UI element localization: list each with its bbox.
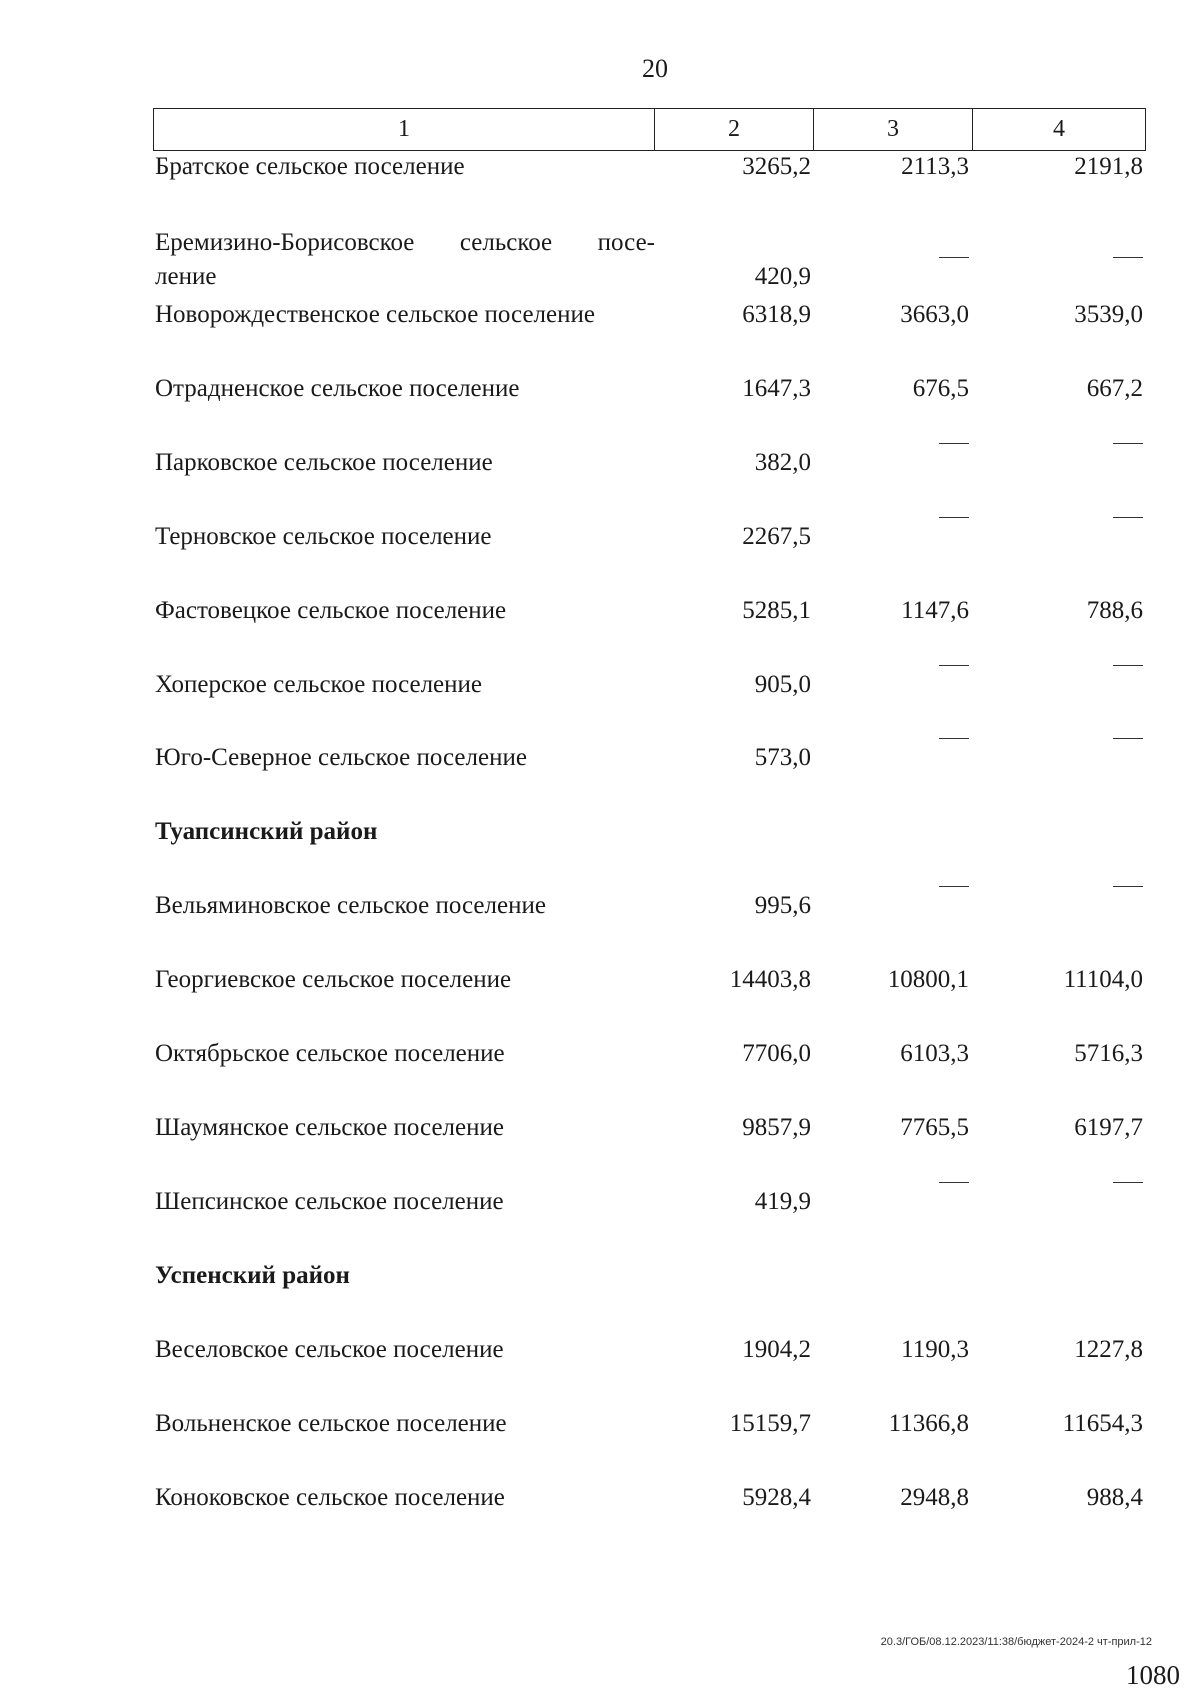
value-col4: 6197,7 [1074,1114,1143,1141]
table-row [153,1481,1147,1515]
settlement-name-line2: ление [155,263,217,290]
document-reference: 20.3/ГОБ/08.12.2023/11:38/бюджет-2024-2 чт-прил-12 [880,1636,1152,1648]
value-col3: 1190,3 [901,1336,969,1363]
value-col4: 1227,8 [1074,1336,1143,1363]
table-row [153,594,1147,628]
value-col3: 676,5 [912,375,969,402]
district-name: Туапсинский район [155,818,378,845]
settlement-name: Братское сельское поселение [155,153,465,180]
table-row [153,372,1147,406]
value-col2: 1904,2 [742,1336,811,1363]
value-col4 [153,258,1143,294]
settlement-name: Коноковское сельское поселение [155,1484,505,1511]
value-col2: 15159,7 [729,1410,811,1437]
value-col4: 11104,0 [1063,966,1143,993]
value-col4 [153,739,1143,775]
value-col3: 7765,5 [900,1114,969,1141]
value-col4: 988,4 [1086,1484,1143,1511]
district-header [153,815,1147,849]
table-row [153,668,1147,702]
dash-mark [1113,257,1143,292]
table-row [153,1407,1147,1441]
dash-mark [1113,886,1143,921]
value-col2: 5928,4 [742,1484,811,1511]
dash-mark [1113,738,1143,773]
table-row [153,889,1147,923]
value-col2: 14403,8 [729,966,811,993]
dash-mark [1113,443,1143,478]
value-col4: 3539,0 [1074,301,1143,328]
settlement-name: Октябрьское сельское поселение [155,1040,505,1067]
value-col4 [153,518,1143,554]
value-col3: 6103,3 [900,1040,969,1067]
page-number: 20 [642,54,668,83]
column-header-3: 3 [814,109,973,151]
value-col3: 3663,0 [900,301,969,328]
value-col2: 5285,1 [742,597,811,624]
settlement-name: Шаумянское сельское поселение [155,1114,504,1141]
table-row [153,1185,1147,1219]
district-name: Успенский район [155,1262,350,1289]
value-col4: 788,6 [1086,597,1143,624]
value-col2: 419,9 [754,1188,811,1215]
value-col4 [153,666,1143,702]
value-col3: 11366,8 [888,1410,969,1437]
table-row [153,446,1147,480]
value-col2: 9857,9 [742,1114,811,1141]
table-row [153,150,1147,184]
value-col3: 2113,3 [901,153,969,180]
value-col2: 2267,5 [742,523,811,550]
district-header [153,1259,1147,1293]
value-col2: 1647,3 [742,375,811,402]
settlement-name: Терновское сельское поселение [155,523,492,550]
value-col2: 420,9 [754,263,811,290]
table-row [153,226,1147,294]
column-header-4: 4 [973,109,1146,151]
settlement-name: Юго-Северное сельское поселение [155,744,527,771]
table-row [153,520,1147,554]
table-row [153,1111,1147,1145]
table-row [153,741,1147,775]
value-col2: 382,0 [754,449,811,476]
value-col4 [153,1183,1143,1219]
sheet-number: 1080 [1126,1660,1180,1690]
column-header-row [154,109,1146,151]
table-row [153,963,1147,997]
settlement-name: Хоперское сельское поселение [155,671,483,698]
value-col4 [153,444,1143,480]
settlement-name-line1: Еремизино-Борисовское сельское посе- [155,229,655,256]
value-col4: 11654,3 [1062,1410,1143,1437]
dash-mark [1113,665,1143,700]
value-col3: 2948,8 [900,1484,969,1511]
table-row [153,1333,1147,1367]
table-row [153,1037,1147,1071]
value-col3: 1147,6 [901,597,969,624]
settlement-name: Вольненское сельское поселение [155,1410,507,1437]
settlement-name: Веселовское сельское поселение [155,1336,504,1363]
value-col2: 573,0 [754,744,811,771]
column-header-2: 2 [655,109,814,151]
settlement-name: Новорождественское сельское поселение [155,301,595,328]
dash-mark [1113,1182,1143,1217]
value-col2: 3265,2 [742,153,811,180]
dash-mark [1113,517,1143,552]
settlement-name: Георгиевское сельское поселение [155,966,512,993]
value-col3: 10800,1 [887,966,969,993]
value-col4: 2191,8 [1074,153,1143,180]
table-row [153,298,1147,332]
value-col2: 6318,9 [742,301,811,328]
settlement-name: Парковское сельское поселение [155,449,493,476]
value-col2: 905,0 [754,671,811,698]
value-col4: 5716,3 [1074,1040,1143,1067]
value-col2: 7706,0 [742,1040,811,1067]
value-col2: 995,6 [754,892,811,919]
settlement-name: Вельяминовское сельское поселение [155,892,546,919]
column-header-1: 1 [154,109,655,151]
settlement-name: Фастовецкое сельское поселение [155,597,507,624]
value-col4 [153,887,1143,923]
value-col4: 667,2 [1086,375,1143,402]
settlement-name: Отрадненское сельское поселение [155,375,520,402]
settlement-name: Шепсинское сельское поселение [155,1188,504,1215]
column-header-table [153,108,1146,151]
